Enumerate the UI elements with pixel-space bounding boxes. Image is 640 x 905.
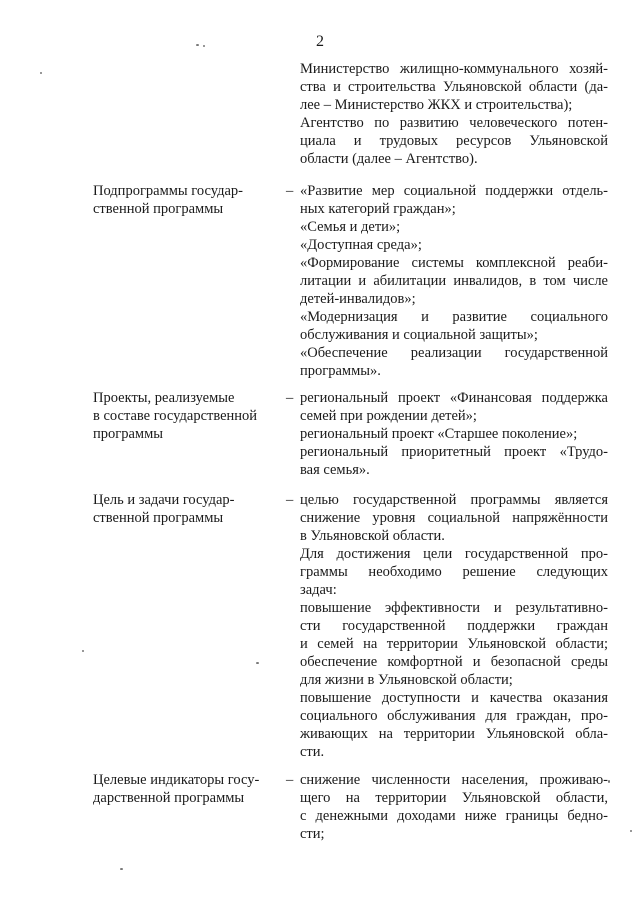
dash: – <box>286 390 294 406</box>
value-line: для жизни в Ульяновской области; <box>300 672 513 688</box>
indicators-value <box>300 771 608 843</box>
projects-value <box>300 389 608 479</box>
value-line: детей-инвалидов»; <box>300 291 416 307</box>
value-line: с денежными доходами ниже границы бедно- <box>300 808 608 824</box>
value-line: «Семья и дети»; <box>300 219 401 235</box>
value-line: задач: <box>300 582 337 598</box>
scan-speck <box>82 650 84 652</box>
value-line: «Формирование системы комплексной реаби- <box>300 255 608 271</box>
value-line: Агентство по развитию человеческого потен- <box>300 115 608 131</box>
value-line: и семей на территории Ульяновской области; <box>300 636 608 652</box>
value-line: «Развитие мер социальной поддержки отдель- <box>300 183 608 199</box>
value-line: сти государственной поддержки граждан <box>300 618 608 634</box>
value-line: «Доступная среда»; <box>300 237 422 253</box>
label-line: Цель и задачи государ- <box>93 492 235 508</box>
value-line: повышение эффективности и результативно- <box>300 600 608 616</box>
label-line: Целевые индикаторы госу- <box>93 772 260 788</box>
value-line: социального обслуживания для граждан, про- <box>300 708 608 724</box>
value-line: щего на территории Ульяновской области, <box>300 790 608 806</box>
scan-speck <box>196 44 199 46</box>
scan-speck <box>120 868 123 870</box>
value-line: обеспечение комфортной и безопасной среды <box>300 654 608 670</box>
projects-label <box>93 389 283 443</box>
value-line: ных категорий граждан»; <box>300 201 456 217</box>
scan-speck <box>608 780 610 783</box>
label-line: в составе государственной <box>93 408 258 424</box>
value-line: сти. <box>300 744 325 760</box>
value-line: обслуживания и социальной защиты»; <box>300 327 538 343</box>
subprograms-label <box>93 182 283 218</box>
label-line: программы <box>93 426 163 442</box>
goals-value <box>300 491 608 761</box>
subprograms-value <box>300 182 608 380</box>
value-line: снижение численности населения, проживаю- <box>300 772 608 788</box>
value-line: программы». <box>300 363 381 379</box>
page-number: 2 <box>316 33 324 50</box>
scan-speck <box>203 45 205 47</box>
value-line: живающих на территории Ульяновской обла- <box>300 726 608 742</box>
value-line: снижение уровня социальной напряжённости <box>300 510 608 526</box>
value-line: циала и трудовых ресурсов Ульяновской <box>300 133 608 149</box>
value-line: граммы необходимо решение следующих <box>300 564 608 580</box>
value-line: региональный проект «Старшее поколение»; <box>300 426 578 442</box>
dash: – <box>286 492 294 508</box>
dash: – <box>286 772 294 788</box>
value-line: вая семья». <box>300 462 370 478</box>
value-line: лее – Министерство ЖКХ и строительства); <box>300 97 573 113</box>
value-line: региональный приоритетный проект «Трудо- <box>300 444 608 460</box>
label-line: Проекты, реализуемые <box>93 390 235 406</box>
agencies-value <box>300 60 608 168</box>
dash: – <box>286 183 294 199</box>
value-line: целью государственной программы является <box>300 492 608 508</box>
scan-speck <box>256 662 259 664</box>
indicators-label <box>93 771 283 807</box>
value-line: «Модернизация и развитие социального <box>300 309 608 325</box>
value-line: Для достижения цели государственной про- <box>300 546 608 562</box>
label-line: ственной программы <box>93 510 224 526</box>
scan-speck <box>630 830 632 832</box>
value-line: Министерство жилищно-коммунального хозяй- <box>300 61 608 77</box>
label-line: Подпрограммы государ- <box>93 183 243 199</box>
value-line: области (далее – Агентство). <box>300 151 478 167</box>
value-line: повышение доступности и качества оказания <box>300 690 608 706</box>
value-line: литации и абилитации инвалидов, в том числе <box>300 273 608 289</box>
label-line: ственной программы <box>93 201 224 217</box>
value-line: «Обеспечение реализации государственной <box>300 345 608 361</box>
goals-label <box>93 491 283 527</box>
label-line: дарственной программы <box>93 790 245 806</box>
value-line: ства и строительства Ульяновской области (да- <box>300 79 608 95</box>
value-line: региональный проект «Финансовая поддержка <box>300 390 608 406</box>
value-line: сти; <box>300 826 325 842</box>
value-line: семей при рождении детей»; <box>300 408 477 424</box>
scan-speck <box>40 72 42 74</box>
value-line: в Ульяновской области. <box>300 528 445 544</box>
